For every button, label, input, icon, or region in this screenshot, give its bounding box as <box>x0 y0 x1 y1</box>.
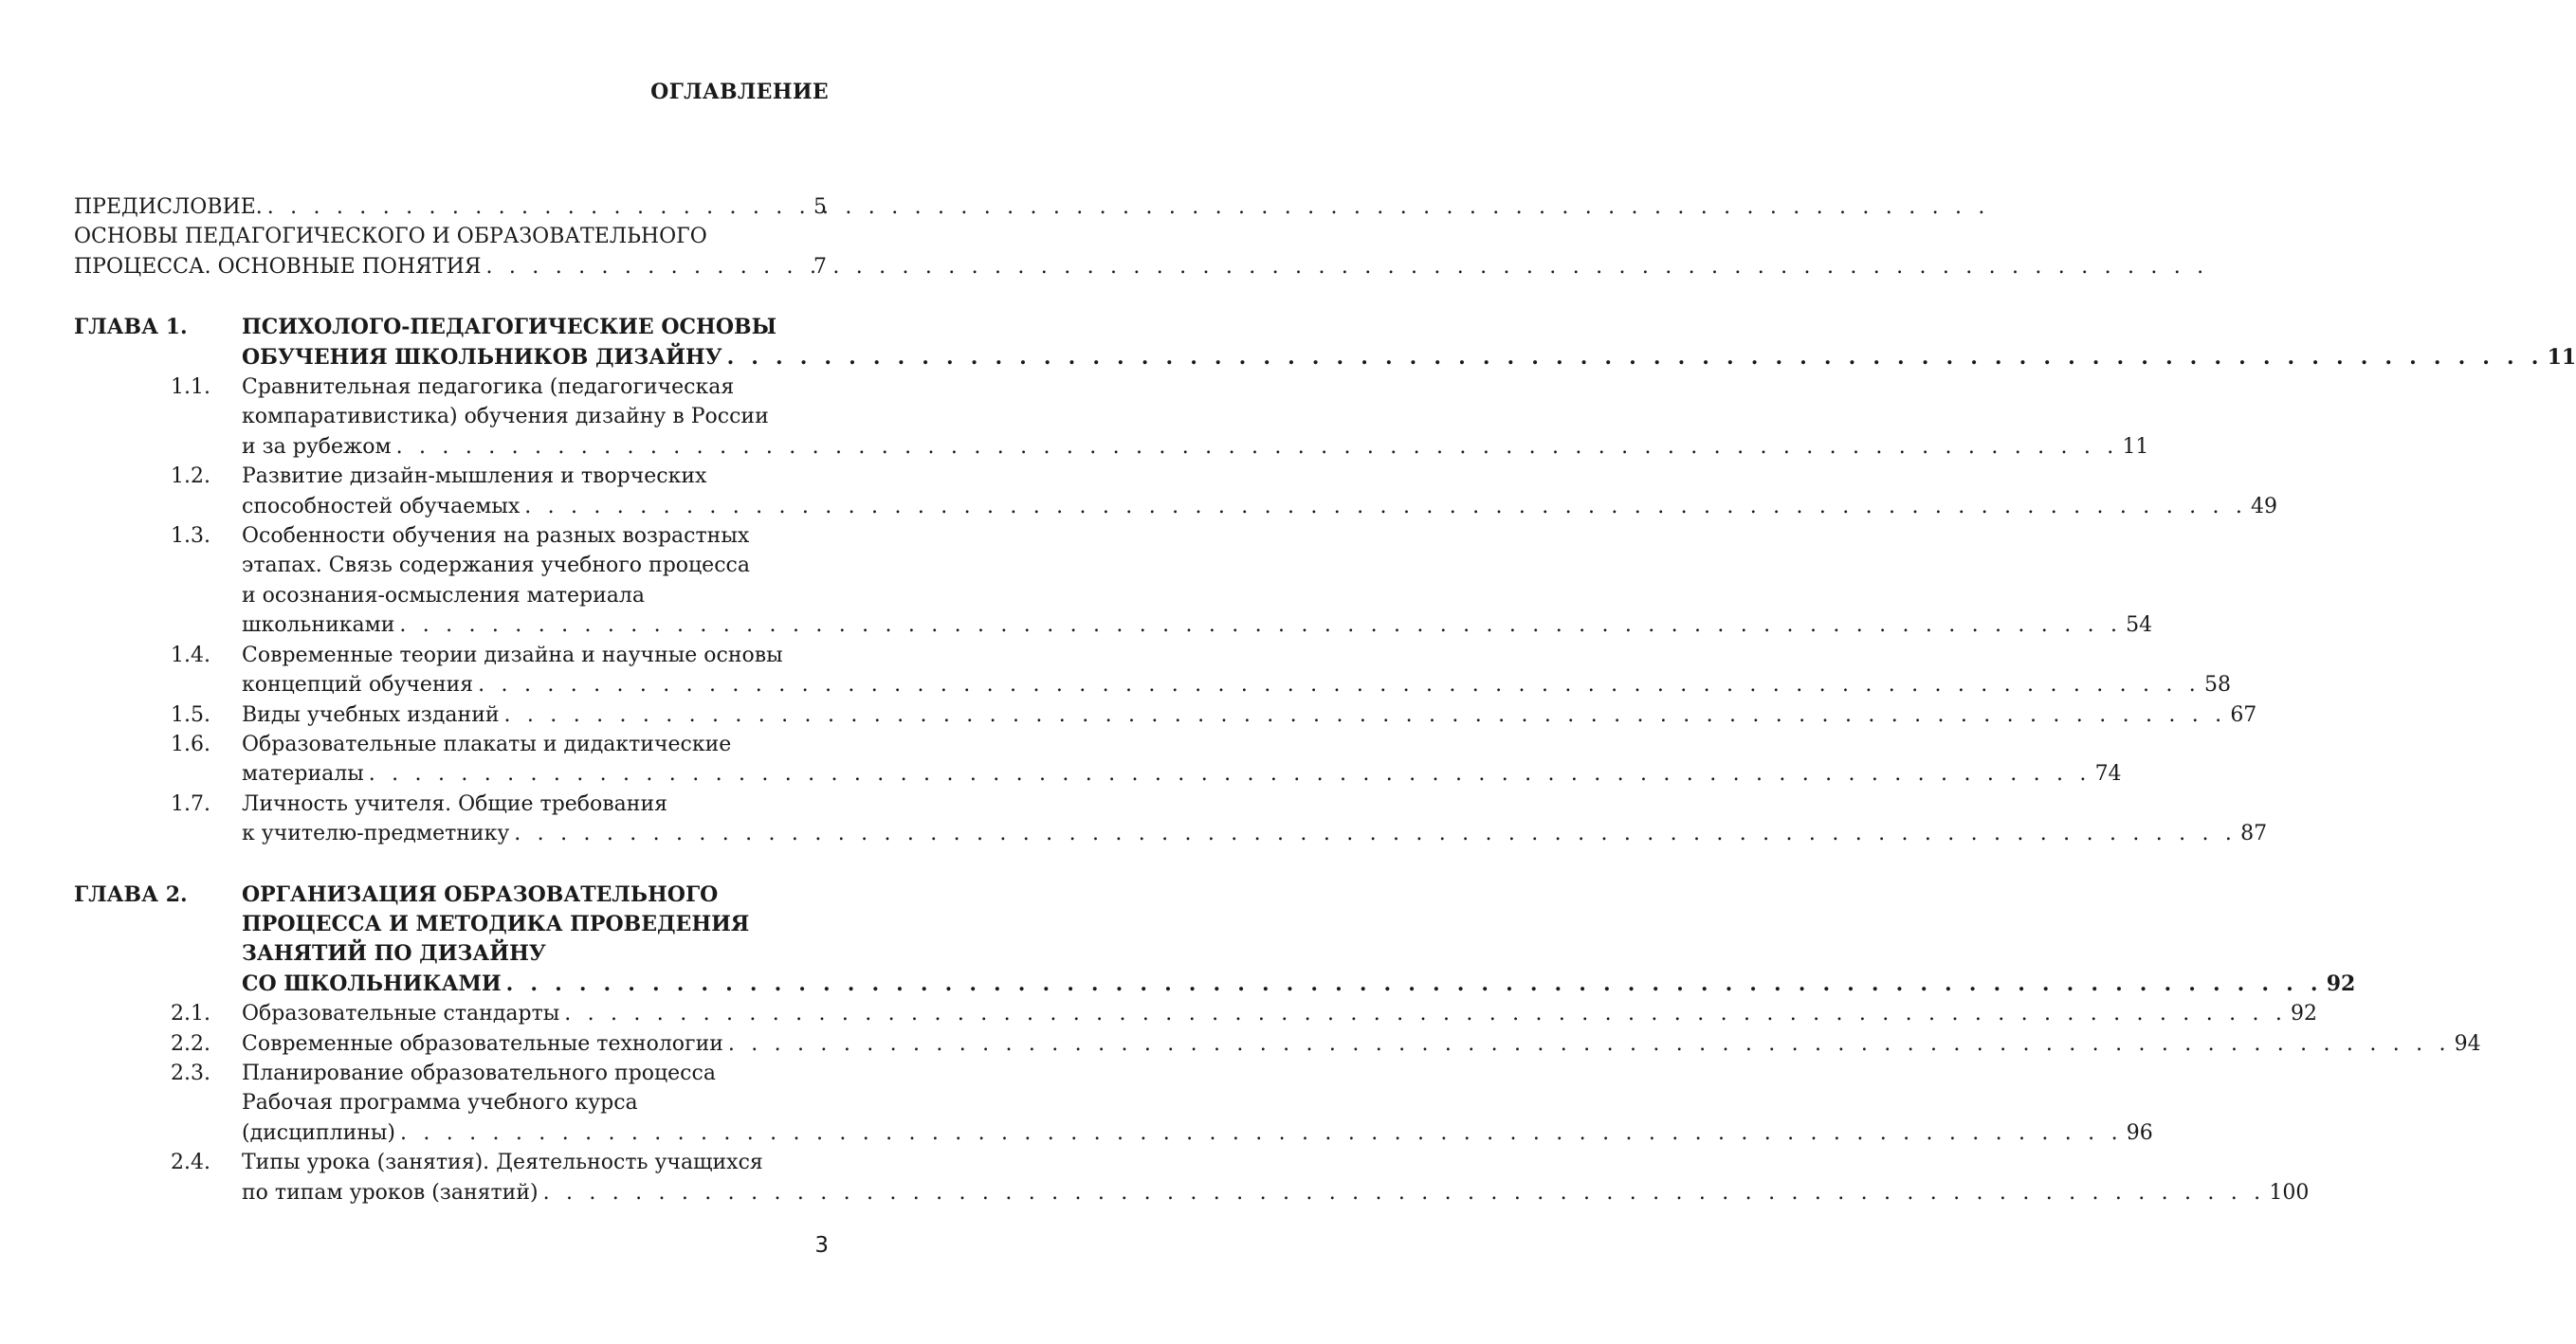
dot-leader <box>400 1118 2123 1148</box>
page-ref: 87 <box>2240 822 2268 846</box>
dot-leader <box>514 819 2237 848</box>
entry-title-line: ПРЕДИСЛОВИЕ. <box>74 195 263 219</box>
dot-leader <box>524 492 2247 521</box>
section-number: 2.2. <box>171 1031 210 1056</box>
toc-chapter-1[interactable] <box>74 313 2576 372</box>
dot-leader <box>399 610 2122 640</box>
page-ref: 67 <box>2230 702 2257 727</box>
section-title-line: материалы <box>242 762 364 787</box>
page-ref: 92 <box>2291 1002 2318 1026</box>
section-number: 1.1. <box>171 375 210 400</box>
section-number: 1.5. <box>171 702 210 727</box>
page-ref: 74 <box>2094 762 2122 787</box>
section-title-line: и за рубежом <box>242 434 392 459</box>
entry-title-line: ОСНОВЫ ПЕДАГОГИЧЕСКОГО И ОБРАЗОВАТЕЛЬНОГО <box>74 225 707 249</box>
section-number: 1.7. <box>171 791 210 816</box>
dot-leader <box>478 670 2201 699</box>
toc-section-1-3[interactable] <box>74 521 2153 641</box>
section-title-line: Рабочая программа учебного курса <box>242 1091 638 1116</box>
dot-leader <box>267 192 810 222</box>
dot-leader <box>727 343 2544 372</box>
toc-section-1-7[interactable] <box>74 790 2268 849</box>
chapter-title-line: ОРГАНИЗАЦИЯ ОБРАЗОВАТЕЛЬНОГО <box>242 881 719 907</box>
toc-section-2-4[interactable] <box>74 1148 2310 1208</box>
section-title-line: способностей обучаемых <box>242 494 521 518</box>
dot-leader <box>728 1029 2451 1059</box>
chapter-title-line: СО ШКОЛЬНИКАМИ <box>242 971 502 996</box>
section-title-line: к учителю-предметнику <box>242 822 510 846</box>
section-title-line: Современные образовательные технологии <box>242 1031 723 1056</box>
chapter-label: ГЛАВА 2. <box>74 881 188 907</box>
page-ref: 58 <box>2203 673 2231 698</box>
section-number: 2.4. <box>171 1151 210 1175</box>
chapter-title-line: ПРОЦЕССА И МЕТОДИКА ПРОВЕДЕНИЯ <box>242 911 750 936</box>
page-ref: 94 <box>2454 1031 2481 1056</box>
page-ref: 96 <box>2126 1120 2153 1145</box>
chapter-title-line: ЗАНЯТИЙ ПО ДИЗАЙНУ <box>242 941 546 967</box>
page-ref: 54 <box>2126 613 2153 638</box>
toc-section-2-1[interactable] <box>74 999 2318 1028</box>
section-number: 2.3. <box>171 1061 210 1085</box>
dot-leader <box>369 759 2092 789</box>
section-title-line: Развитие дизайн-мышления и творческих <box>242 464 707 489</box>
toc-chapter-2[interactable] <box>74 881 2356 1000</box>
toc-section-1-4[interactable] <box>74 641 2231 700</box>
page-ref: 49 <box>2251 494 2278 518</box>
section-title-line: и осознания-осмысления материала <box>242 583 645 608</box>
dot-leader <box>396 432 2119 462</box>
table-of-contents <box>74 192 2576 1208</box>
dot-leader <box>504 700 2227 730</box>
section-title-line: этапах. Связь содержания учебного процесса <box>242 554 750 578</box>
section-title-line: Образовательные стандарты <box>242 1002 560 1026</box>
toc-entry-preface[interactable] <box>74 192 827 222</box>
section-title-line: Современные теории дизайна и научные основы <box>242 643 783 667</box>
chapter-label: ГЛАВА 1. <box>74 315 188 340</box>
toc-section-1-2[interactable] <box>74 462 2278 521</box>
section-number: 1.4. <box>171 643 210 667</box>
section-title-line: школьниками <box>242 613 395 638</box>
section-title-line: по типам уроков (занятий) <box>242 1180 539 1205</box>
page-title: ОГЛАВЛЕНИЕ <box>650 80 829 104</box>
section-title-line: концепций обучения <box>242 673 474 698</box>
page-ref: 100 <box>2269 1180 2310 1205</box>
dot-leader <box>564 999 2287 1028</box>
section-title-line: компаративистика) обучения дизайну в России <box>242 405 769 429</box>
toc-section-1-1[interactable] <box>74 372 2149 462</box>
page-number: 3 <box>814 1233 829 1258</box>
toc-entry-basics[interactable] <box>74 222 827 282</box>
section-title-line: Виды учебных изданий <box>242 702 500 727</box>
page-ref: 5 <box>813 195 827 219</box>
entry-title-line: ПРОЦЕССА. ОСНОВНЫЕ ПОНЯТИЯ <box>74 254 482 279</box>
page-ref: 11 <box>2547 344 2576 370</box>
section-title-line: Образовательные плакаты и дидактические <box>242 732 732 756</box>
chapter-title-line: ПСИХОЛОГО-ПЕДАГОГИЧЕСКИЕ ОСНОВЫ <box>242 315 777 340</box>
toc-section-2-2[interactable] <box>74 1029 2481 1059</box>
toc-section-1-6[interactable] <box>74 730 2122 790</box>
page-ref: 92 <box>2326 971 2356 996</box>
section-title-line: Планирование образовательного процесса <box>242 1061 716 1085</box>
section-title-line: Личность учителя. Общие требования <box>242 791 668 816</box>
dot-leader <box>543 1178 2266 1208</box>
section-title-line: Типы урока (занятия). Деятельность учащихся <box>242 1151 763 1175</box>
toc-section-1-5[interactable] <box>74 700 2257 730</box>
dot-leader <box>506 970 2323 999</box>
section-number: 1.6. <box>171 732 210 756</box>
section-title-line: (дисциплины) <box>242 1120 395 1145</box>
toc-section-2-3[interactable] <box>74 1059 2153 1148</box>
section-title-line: Сравнительная педагогика (педагогическая <box>242 375 735 400</box>
section-number: 1.2. <box>171 464 210 489</box>
section-number: 1.3. <box>171 524 210 549</box>
section-title-line: Особенности обучения на разных возрастных <box>242 524 750 549</box>
chapter-title-line: ОБУЧЕНИЯ ШКОЛЬНИКОВ ДИЗАЙНУ <box>242 344 722 370</box>
page-ref: 11 <box>2122 434 2149 459</box>
dot-leader <box>486 252 810 282</box>
page-ref: 7 <box>813 254 827 279</box>
section-number: 2.1. <box>171 1002 210 1026</box>
